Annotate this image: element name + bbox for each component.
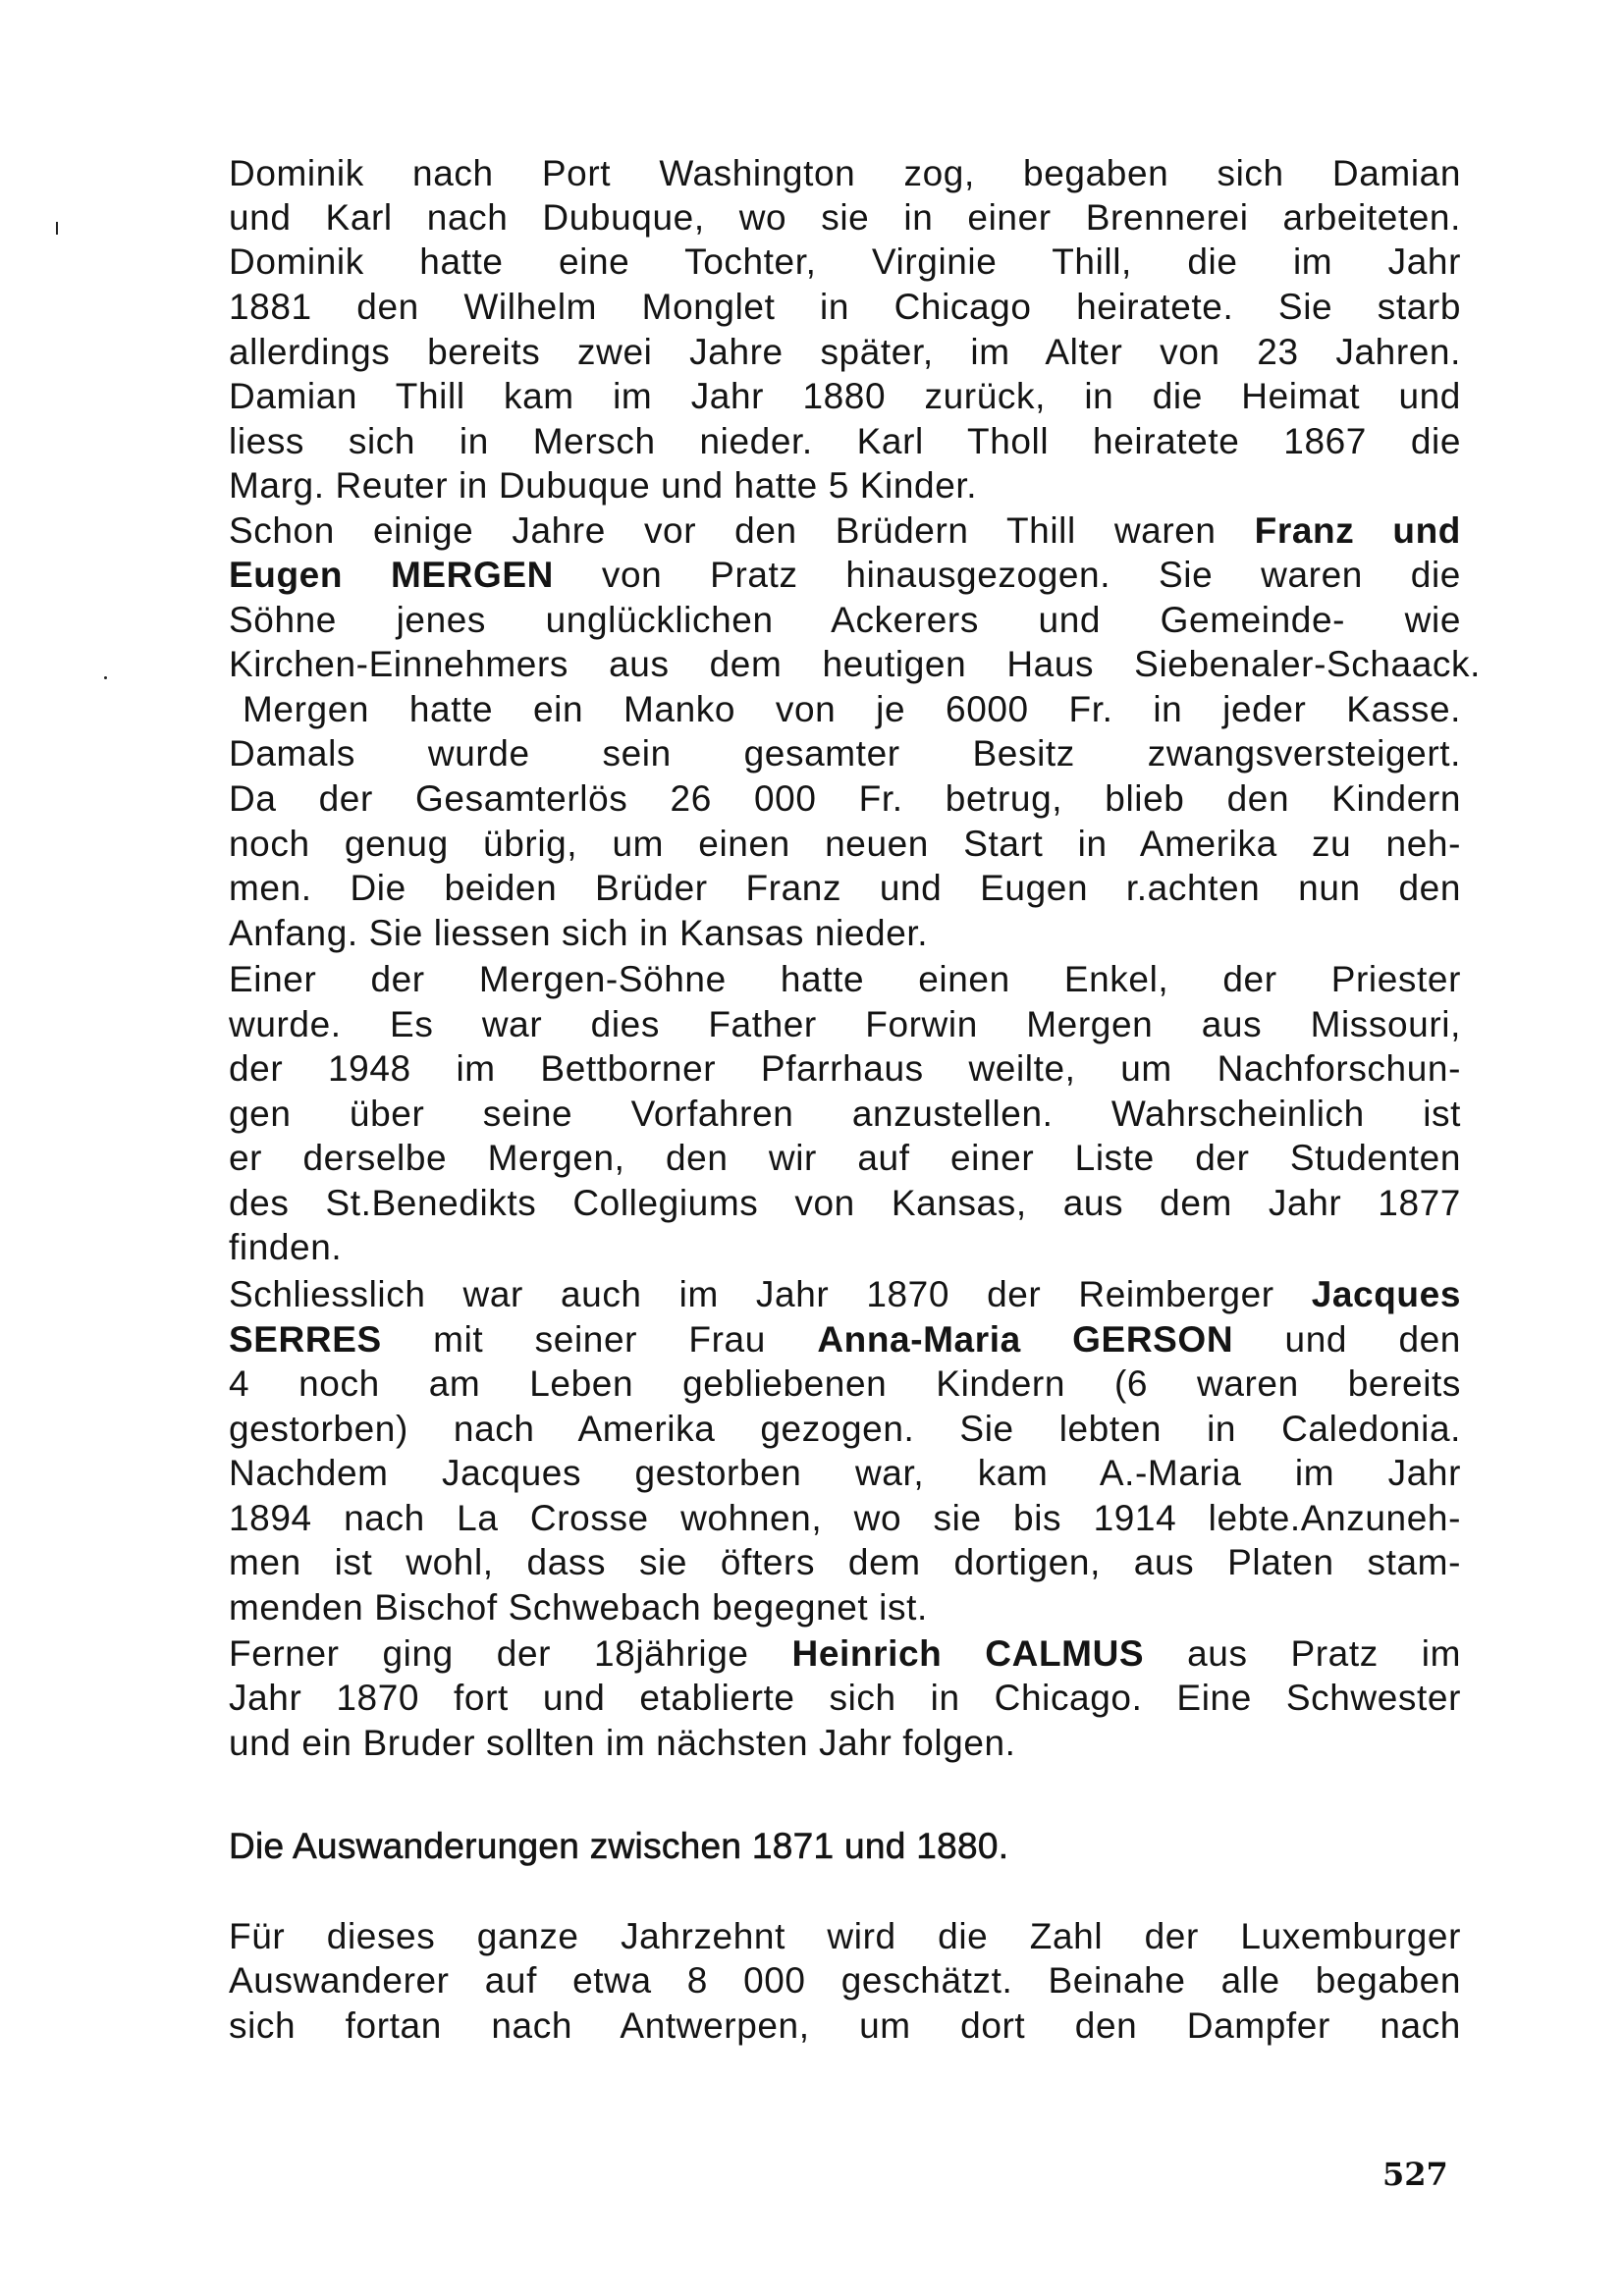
text-line: Dominik hatte eine Tochter, Virginie Thill, die im Jahr xyxy=(229,241,1461,282)
text-run: mit seiner Frau xyxy=(381,1319,818,1360)
text-line: Marg. Reuter in Dubuque und hatte 5 Kinder. xyxy=(229,465,978,506)
text-line: liess sich in Mersch nieder. Karl Tholl heiratete 1867 die xyxy=(229,421,1461,461)
text-run: Ferner ging der 18jährige xyxy=(229,1633,792,1674)
text-line: des St.Benedikts Collegiums von Kansas, aus dem Jahr 1877 xyxy=(229,1183,1461,1223)
text-line: men. Die beiden Brüder Franz und Eugen r.achten nun den xyxy=(229,868,1461,908)
scan-speck xyxy=(56,222,58,235)
text-line xyxy=(229,553,1461,598)
text-line: menden Bischof Schwebach begegnet ist. xyxy=(229,1587,928,1628)
text-line: Auswanderer auf etwa 8 000 geschätzt. Beinahe alle begaben xyxy=(229,1960,1461,2001)
text-line: und ein Bruder sollten im nächsten Jahr folgen. xyxy=(229,1723,1016,1763)
section-heading: Die Auswanderungen zwischen 1871 und 1880. xyxy=(229,1826,1009,1866)
text-line: Nachdem Jacques gestorben war, kam A.-Maria im Jahr xyxy=(229,1453,1461,1493)
person-name-bold: Franz und xyxy=(1254,510,1461,551)
text-line: Für dieses ganze Jahrzehnt wird die Zahl der Luxemburger xyxy=(229,1916,1461,1956)
scan-speck xyxy=(104,676,107,679)
text-line: Da der Gesamterlös 26 000 Fr. betrug, blieb den Kindern xyxy=(229,778,1461,819)
person-name-bold: Eugen MERGEN xyxy=(229,555,554,595)
text-line: Anfang. Sie liessen sich in Kansas nieder. xyxy=(229,913,929,953)
text-line: men ist wohl, dass sie öfters dem dortigen, aus Platen stam- xyxy=(229,1542,1461,1582)
text-line xyxy=(229,1631,1461,1677)
text-line: 4 noch am Leben gebliebenen Kindern (6 waren bereits xyxy=(229,1363,1461,1404)
text-line: 1894 nach La Crosse wohnen, wo sie bis 1914 lebte.Anzuneh- xyxy=(229,1498,1461,1538)
text-line: Damian Thill kam im Jahr 1880 zurück, in die Heimat und xyxy=(229,376,1461,416)
text-line: der 1948 im Bettborner Pfarrhaus weilte, um Nachforschun- xyxy=(229,1048,1461,1089)
text-line: er derselbe Mergen, den wir auf einer Liste der Studenten xyxy=(229,1138,1461,1178)
text-line: Söhne jenes unglücklichen Ackerers und Gemeinde- wie xyxy=(229,600,1461,640)
text-line: finden. xyxy=(229,1227,343,1267)
person-name-bold: Jacques xyxy=(1311,1274,1461,1314)
text-line xyxy=(229,508,1461,554)
text-line: Kirchen-Einnehmers aus dem heutigen Haus Siebenaler-Schaack. xyxy=(229,644,1481,684)
text-run: Schon einige Jahre vor den Brüdern Thill waren xyxy=(229,510,1255,551)
text-line: wurde. Es war dies Father Forwin Mergen aus Missouri, xyxy=(229,1004,1461,1044)
person-name-bold: Anna-Maria GERSON xyxy=(817,1319,1234,1360)
text-run: von Pratz hinausgezogen. Sie waren die xyxy=(553,555,1461,595)
text-line: sich fortan nach Antwerpen, um dort den Dampfer nach xyxy=(229,2005,1461,2046)
text-line xyxy=(229,1317,1461,1362)
page-number: 527 xyxy=(1382,2156,1448,2193)
text-line: allerdings bereits zwei Jahre später, im Alter von 23 Jahren. xyxy=(229,332,1461,372)
text-line: und Karl nach Dubuque, wo sie in einer Brennerei arbeiteten. xyxy=(229,197,1461,238)
text-run: Schliesslich war auch im Jahr 1870 der Reimberger xyxy=(229,1274,1312,1314)
text-run: aus Pratz im xyxy=(1144,1633,1462,1674)
text-line: noch genug übrig, um einen neuen Start in Amerika zu neh- xyxy=(229,824,1461,864)
text-line xyxy=(229,1272,1461,1317)
person-name-bold: Heinrich CALMUS xyxy=(791,1633,1145,1674)
person-name-bold: SERRES xyxy=(229,1319,382,1360)
text-line: gestorben) nach Amerika gezogen. Sie lebten in Caledonia. xyxy=(229,1409,1461,1449)
text-line: Damals wurde sein gesamter Besitz zwangsversteigert. xyxy=(229,733,1461,774)
text-line: 1881 den Wilhelm Monglet in Chicago heiratete. Sie starb xyxy=(229,287,1461,327)
text-line: Einer der Mergen-Söhne hatte einen Enkel, der Priester xyxy=(229,959,1461,999)
text-run: und den xyxy=(1233,1319,1461,1360)
text-line: gen über seine Vorfahren anzustellen. Wahrscheinlich ist xyxy=(229,1094,1461,1134)
text-line: Mergen hatte ein Manko von je 6000 Fr. in jeder Kasse. xyxy=(243,689,1461,729)
text-line: Dominik nach Port Washington zog, begaben sich Damian xyxy=(229,153,1461,193)
text-line: Jahr 1870 fort und etablierte sich in Chicago. Eine Schwester xyxy=(229,1678,1461,1718)
